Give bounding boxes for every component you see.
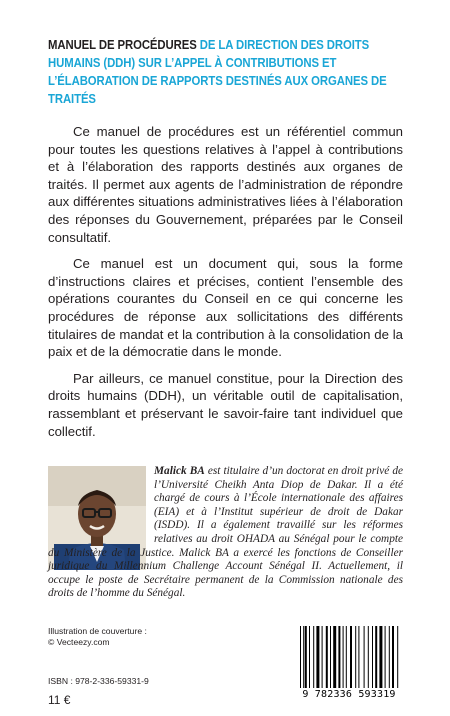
cover-credit (48, 626, 147, 648)
credit-line-1: Illustration de couverture : (48, 626, 147, 636)
blurb (48, 123, 403, 449)
barcode-digits: 9 782336 593319 (302, 689, 396, 700)
credit-line-2: © Vecteezy.com (48, 637, 110, 647)
price: 11 € (48, 693, 71, 707)
author-bio-text: est titulaire d’un doctorat en droit privé de l’Université Cheikh Anta Diop de Dakar. Il a été chargé de cours à l’École internationale des affaires (EIA) et à l’Institut supérieur de droit de Dakar (ISDD). Il a également travaillé sur les réformes relatives au droit OHADA au Sénégal pour le compte du Ministère de la Justice. Malick BA a exercé les fonctions de Conseiller juridique du Millennium Challenge Account Sénégal II. Actuellement, il occupe le poste de Secrétaire permanent de la Commission nationale des droits de l’homme du Sénégal. (48, 465, 403, 600)
bio-float-spacer (48, 465, 146, 539)
title-part-dark: MANUEL DE PROCÉDURES (48, 37, 197, 52)
barcode (294, 626, 404, 700)
isbn: ISBN : 978-2-336-59331-9 (48, 676, 149, 686)
barcode-bars (294, 626, 404, 688)
blurb-paragraph-2: Ce manuel est un document qui, sous la forme d’instructions claires et précises, contient l’ensemble des opérations courantes du Conseil en ce qui concerne les procédures de réponse aux sollicitations des différents titulaires de mandat et la contribution à la consolidation de la paix et de la démocratie dans le monde. (48, 256, 403, 360)
back-cover-title (48, 36, 418, 108)
blurb-paragraph-3: Par ailleurs, ce manuel constitue, pour la Direction des droits humains (DDH), un véritable outil de capitalisation, rassemblant et préservant le savoir-faire tant individuel que collectif. (48, 370, 403, 439)
title-part-accent: DE LA DIRECTION DES DROITS HUMAINS (DDH) SUR L’APPEL À CONTRIBUTIONS ET L’ÉLABORATION DE RAPPORTS DESTINÉS AUX ORGANES DE TRAITÉS (48, 37, 387, 106)
author-bio (48, 465, 403, 601)
author-name: Malick BA (154, 465, 205, 477)
blurb-paragraph-1: Ce manuel de procédures est un référentiel commun pour toutes les questions relatives à l’appel à contributions et à l’élaboration des rapports destinés aux organes de traités. Il permet aux agents de l’administration de répondre aux différentes situations administratives liées à l’élaboration des réponses du Gouvernement, préparées par le Conseil consultatif. (48, 124, 403, 245)
